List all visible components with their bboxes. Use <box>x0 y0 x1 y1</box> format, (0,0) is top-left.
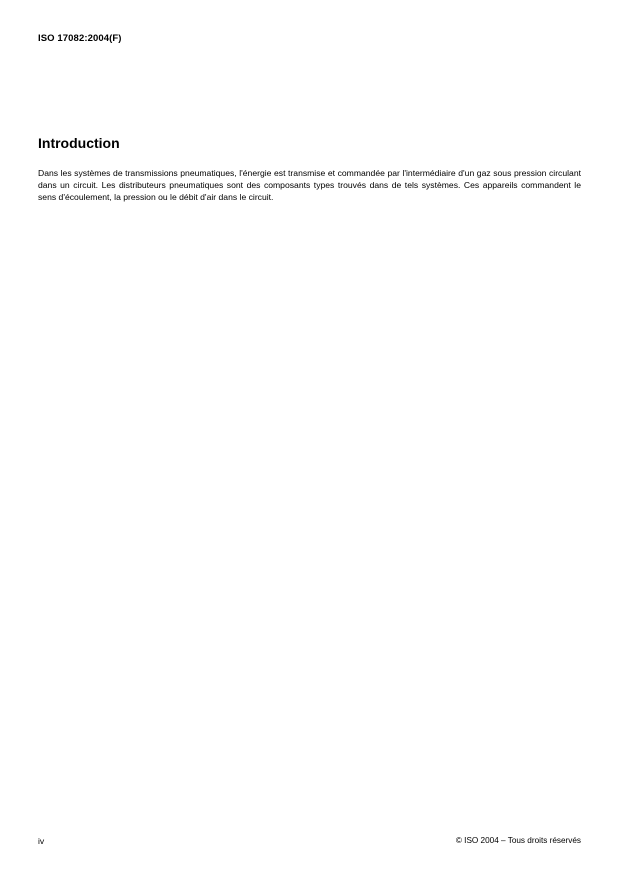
footer-copyright-notice: © ISO 2004 – Tous droits réservés <box>455 836 581 845</box>
footer-page-number: iv <box>38 836 45 846</box>
introduction-body-text: Dans les systèmes de transmissions pneumatiques, l'énergie est transmise et commandée par l'intermédiaire d'un gaz sous pression circulant dans un circuit. Les distributeurs pneumatiques sont des composants types trouvés dans de tels systèmes. Ces appareils commandent le sens d'écoulement, la pression ou le débit d'air dans le circuit. <box>38 168 581 203</box>
introduction-heading: Introduction <box>38 135 120 151</box>
standard-reference-header: ISO 17082:2004(F) <box>38 33 122 44</box>
